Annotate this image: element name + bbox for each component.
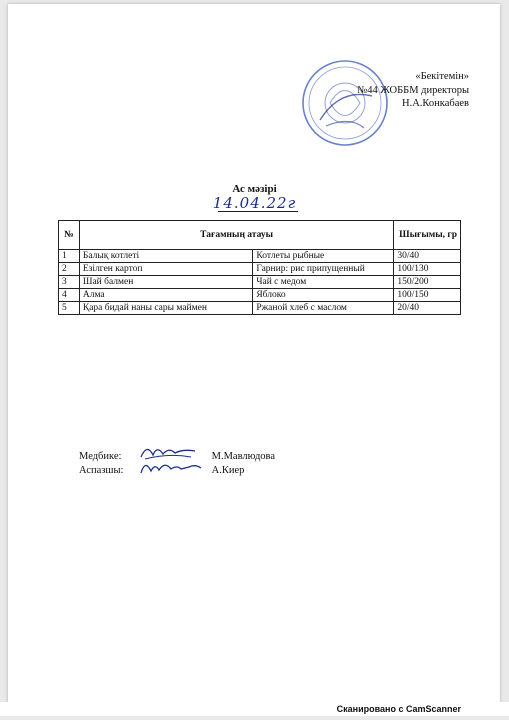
dish-name-ru: Котлеты рыбные xyxy=(253,250,394,263)
approval-heading: «Бекітемін» xyxy=(415,71,469,82)
handwritten-signature-cook xyxy=(139,455,203,479)
dish-yield: 100/150 xyxy=(394,289,461,302)
approval-position: №44 ЖОББМ директоры xyxy=(357,84,469,96)
dish-name-ru: Яблоко xyxy=(253,289,394,302)
header-yield: Шығымы, гр xyxy=(394,221,461,250)
dish-yield: 30/40 xyxy=(394,250,461,263)
table-row xyxy=(59,302,461,315)
row-number: 3 xyxy=(59,276,80,289)
row-number: 4 xyxy=(59,289,80,302)
row-number: 2 xyxy=(59,263,80,276)
camscanner-watermark xyxy=(0,702,509,716)
table-row xyxy=(59,289,461,302)
header-dish-name: Тағамның атауы xyxy=(79,221,393,250)
signature-role: Медбике: xyxy=(79,451,122,462)
dish-name-kz: Езілген картоп xyxy=(79,263,252,276)
signature-role: Аспазшы: xyxy=(79,465,124,476)
row-number: 5 xyxy=(59,302,80,315)
signature-name: М.Мавлюдова xyxy=(211,451,276,462)
dish-yield: 100/130 xyxy=(394,263,461,276)
dish-name-kz: Балық котлеті xyxy=(79,250,252,263)
row-number: 1 xyxy=(59,250,80,263)
dish-name-ru: Гарнир: рис припущенный xyxy=(253,263,394,276)
dish-name-kz: Шай балмен xyxy=(79,276,252,289)
table-row xyxy=(59,250,461,263)
table-row xyxy=(59,276,461,289)
dish-name-kz: Қара бидай наны сары маймен xyxy=(79,302,252,315)
signature-name: А.Киер xyxy=(211,465,245,476)
header-number: № xyxy=(59,221,80,250)
date-underline xyxy=(218,211,298,212)
menu-table xyxy=(58,220,461,315)
handwritten-date: 14.04.22г xyxy=(212,194,297,212)
approval-director-name: Н.А.Конкабаев xyxy=(402,98,469,109)
scanner-label: Сканировано с CamScanner xyxy=(336,704,461,714)
document-title: Ас мәзірі xyxy=(232,183,277,195)
dish-name-kz: Алма xyxy=(79,289,252,302)
dish-name-ru: Ржаной хлеб с маслом xyxy=(253,302,394,315)
dish-yield: 150/200 xyxy=(394,276,461,289)
signature-cook xyxy=(79,465,244,476)
dish-yield: 20/40 xyxy=(394,302,461,315)
table-row xyxy=(59,263,461,276)
table-header-row xyxy=(59,221,461,250)
approval-block xyxy=(309,70,469,111)
dish-name-ru: Чай с медом xyxy=(253,276,394,289)
